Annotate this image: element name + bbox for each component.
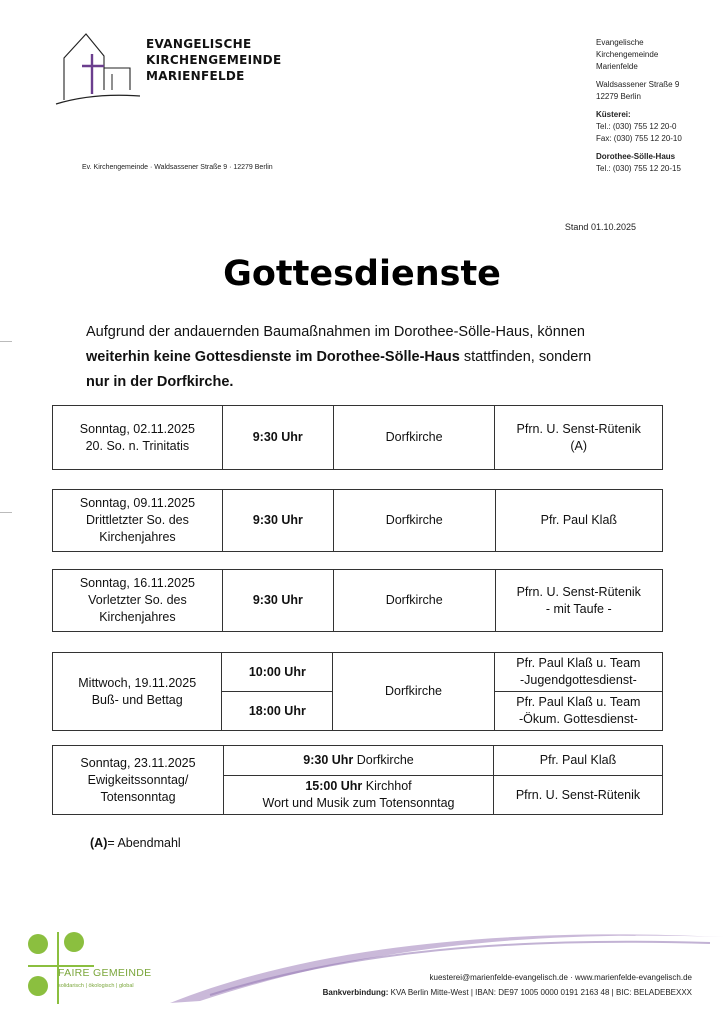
sender-line: Ev. Kirchengemeinde · Waldsassener Straße 9 · 12279 Berlin [82, 164, 273, 171]
service-time: 9:30 Uhr [222, 570, 333, 632]
service-pastor-cell: Pfrn. U. Senst-Rütenik - mit Taufe - [495, 570, 662, 632]
service-pastor-cell: Pfr. Paul Klaß u. Team -Jugendgottesdienst- [494, 653, 662, 692]
contact-block [596, 37, 682, 175]
service-pastor: Pfr. Paul Klaß [495, 490, 662, 552]
service-table [52, 489, 663, 552]
service-date-cell: Mittwoch, 19.11.2025 Buß- und Bettag [53, 653, 222, 731]
service-place: Dorfkirche [333, 490, 495, 552]
kuesterei-label: Küsterei: [596, 110, 631, 119]
org-name-line: EVANGELISCHE [146, 37, 252, 51]
service-time: 18:00 Uhr [222, 692, 333, 731]
stand-date: Stand 01.10.2025 [564, 222, 636, 232]
service-time: 10:00 Uhr [222, 653, 333, 692]
service-time-place: 15:00 Uhr Kirchhof Wort und Musik zum Totensonntag [224, 776, 494, 815]
contact-street: Waldsassener Straße 9 [596, 80, 680, 89]
kuesterei-tel: Tel.: (030) 755 12 20-0 [596, 122, 677, 131]
contact-name: Kirchengemeinde [596, 50, 659, 59]
service-date-cell: Sonntag, 02.11.2025 20. So. n. Trinitatis [53, 406, 223, 470]
page-title: Gottesdienste [223, 254, 501, 294]
service-table [52, 652, 663, 731]
service-time-place: 9:30 Uhr Dorfkirche [224, 746, 494, 776]
fold-mark [0, 512, 12, 513]
fair-gemeinde-name: FAIRE GEMEINDE [58, 967, 152, 979]
service-pastor-cell: Pfrn. U. Senst-Rütenik (A) [495, 406, 663, 470]
org-name-line: KIRCHENGEMEINDE [146, 53, 282, 67]
service-time: 9:30 Uhr [222, 406, 333, 470]
church-logo-icon [52, 30, 142, 110]
kuesterei-fax: Fax: (030) 755 12 20-10 [596, 134, 682, 143]
fair-gemeinde-subtitle: solidarisch | ökologisch | global [58, 983, 134, 989]
service-time: 9:30 Uhr [222, 490, 333, 552]
contact-name: Evangelische [596, 38, 644, 47]
service-pastor: Pfrn. U. Senst-Rütenik [494, 776, 663, 815]
service-place: Dorfkirche [333, 570, 495, 632]
org-name [146, 36, 281, 84]
footnote: (A)= Abendmahl [90, 836, 181, 850]
contact-name: Marienfelde [596, 62, 638, 71]
service-date-cell: Sonntag, 23.11.2025 Ewigkeitssonntag/ Totensonntag [53, 746, 224, 815]
service-table [52, 569, 663, 632]
service-place: Dorfkirche [333, 406, 495, 470]
service-table [52, 405, 663, 470]
footer-contact [323, 970, 692, 1000]
service-date-cell: Sonntag, 16.11.2025 Vorletzter So. des Kirchenjahres [53, 570, 223, 632]
service-table [52, 745, 663, 815]
footer-email-web: kuesterei@marienfelde-evangelisch.de · www.marienfelde-evangelisch.de [429, 973, 692, 982]
contact-city: 12279 Berlin [596, 92, 641, 101]
org-name-line: MARIENFELDE [146, 69, 245, 83]
fold-mark [0, 341, 12, 342]
intro-paragraph: Aufgrund der andauernden Baumaßnahmen im Dorothee-Sölle-Haus, können weiterhin keine Gottesdienste im Dorothee-Sölle-Haus stattfinden, sondern nur in der Dorfkirche. [86, 324, 592, 390]
service-place: Dorfkirche [333, 653, 494, 731]
service-pastor-cell: Pfr. Paul Klaß u. Team -Ökum. Gottesdienst- [494, 692, 662, 731]
dsh-tel: Tel.: (030) 755 12 20-15 [596, 164, 681, 173]
footer-bank: Bankverbindung: KVA Berlin Mitte-West | IBAN: DE97 1005 0000 0191 2163 48 | BIC: BELADEBEXXX [322, 988, 692, 997]
service-pastor: Pfr. Paul Klaß [494, 746, 663, 776]
service-date-cell: Sonntag, 09.11.2025 Drittletzter So. des Kirchenjahres [53, 490, 223, 552]
dsh-label: Dorothee-Sölle-Haus [596, 152, 676, 161]
